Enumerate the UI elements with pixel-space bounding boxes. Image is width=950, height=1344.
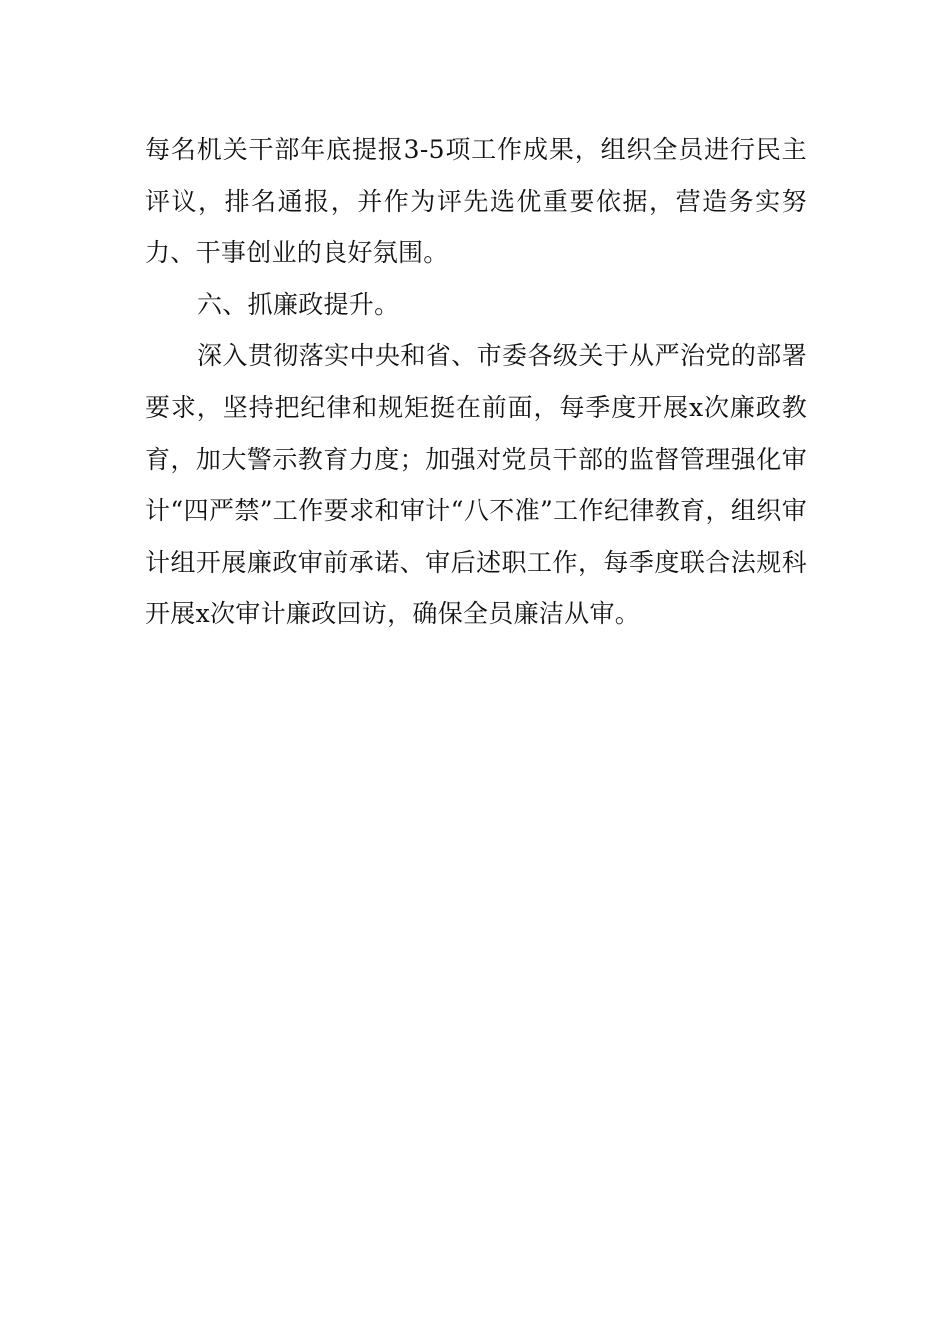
document-body [145,124,807,640]
paragraph-evaluation: 每名机关干部年底提报3-5项工作成果，组织全员进行民主评议，排名通报，并作为评先选优重要依据，营造务实努力、干事创业的良好氛围。 [145,135,807,268]
section-heading-integrity: 六、抓廉政提升。 [197,289,400,319]
paragraph-integrity: 深入贯彻落实中央和省、市委各级关于从严治党的部署要求，坚持把纪律和规矩挺在前面，每季度开展x次廉政教育，加大警示教育力度；加强对党员干部的监督管理强化审计“四严禁”工作要求和审计“八不准”工作纪律教育，组织审计组开展廉政审前承诺、审后述职工作，每季度联合法规科开展x次审计廉政回访，确保全员廉洁从审。 [145,341,807,629]
